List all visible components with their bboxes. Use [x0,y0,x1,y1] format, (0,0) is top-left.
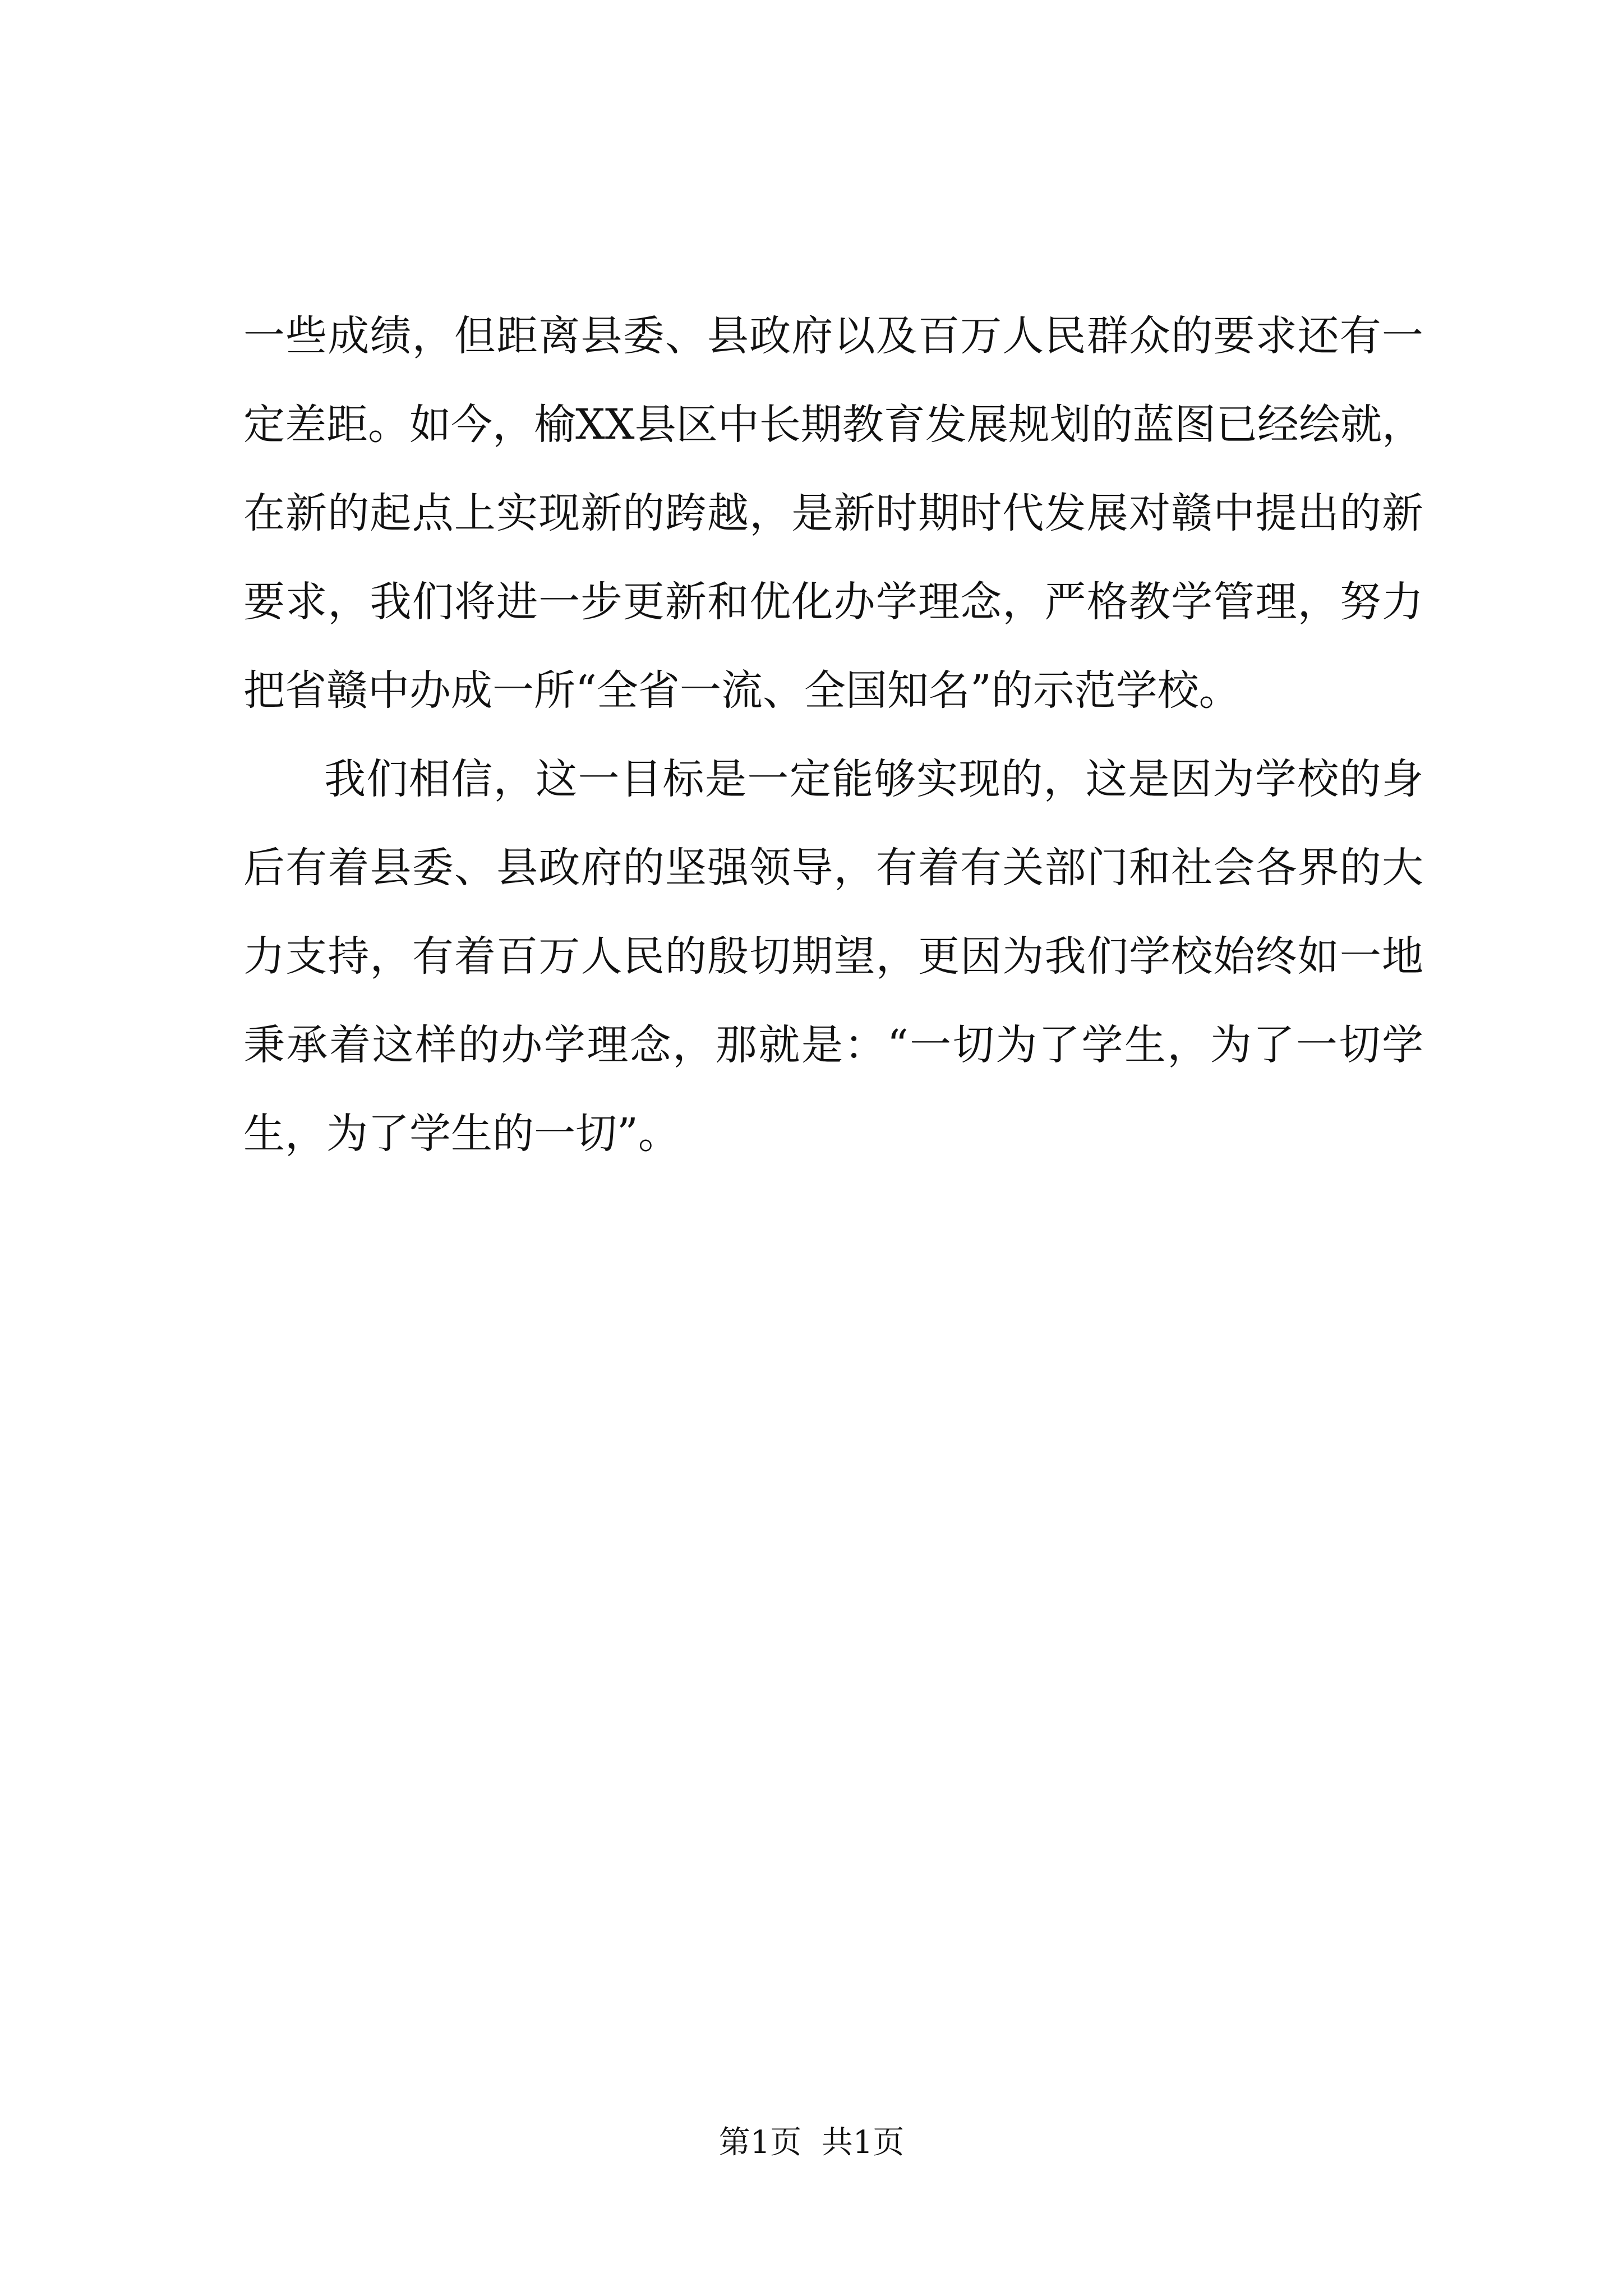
text-line: 生，为了学生的一切”。 [243,1110,680,1158]
text-line: 一些成绩，但距离县委、县政府以及百万人民群众的要求还有一 [243,312,1423,360]
page-number-footer: 第1页 共1页 [718,2124,905,2161]
paragraph-1 [243,292,1423,735]
document-body [243,292,1423,1178]
text-line: 定差距。如今，榆XX县区中长期教育发展规划的蓝图已经绘就， [243,401,1423,449]
text-line: 秉承着这样的办学理念，那就是：“一切为了学生，为了一切学 [243,1021,1423,1069]
text-line: 力支持，有着百万人民的殷切期望，更因为我们学校始终如一地 [243,932,1423,981]
paragraph-2 [243,735,1423,1178]
text-line: 在新的起点上实现新的跨越，是新时期时代发展对赣中提出的新 [243,489,1423,537]
text-line: 后有着县委、县政府的坚强领导，有着有关部门和社会各界的大 [243,844,1423,892]
text-line: 把省赣中办成一所“全省一流、全国知名”的示范学校。 [243,666,1241,715]
text-line: 要求，我们将进一步更新和优化办学理念，严格教学管理，努力 [243,578,1423,626]
text-line: 我们相信，这一目标是一定能够实现的，这是因为学校的身 [324,755,1423,803]
